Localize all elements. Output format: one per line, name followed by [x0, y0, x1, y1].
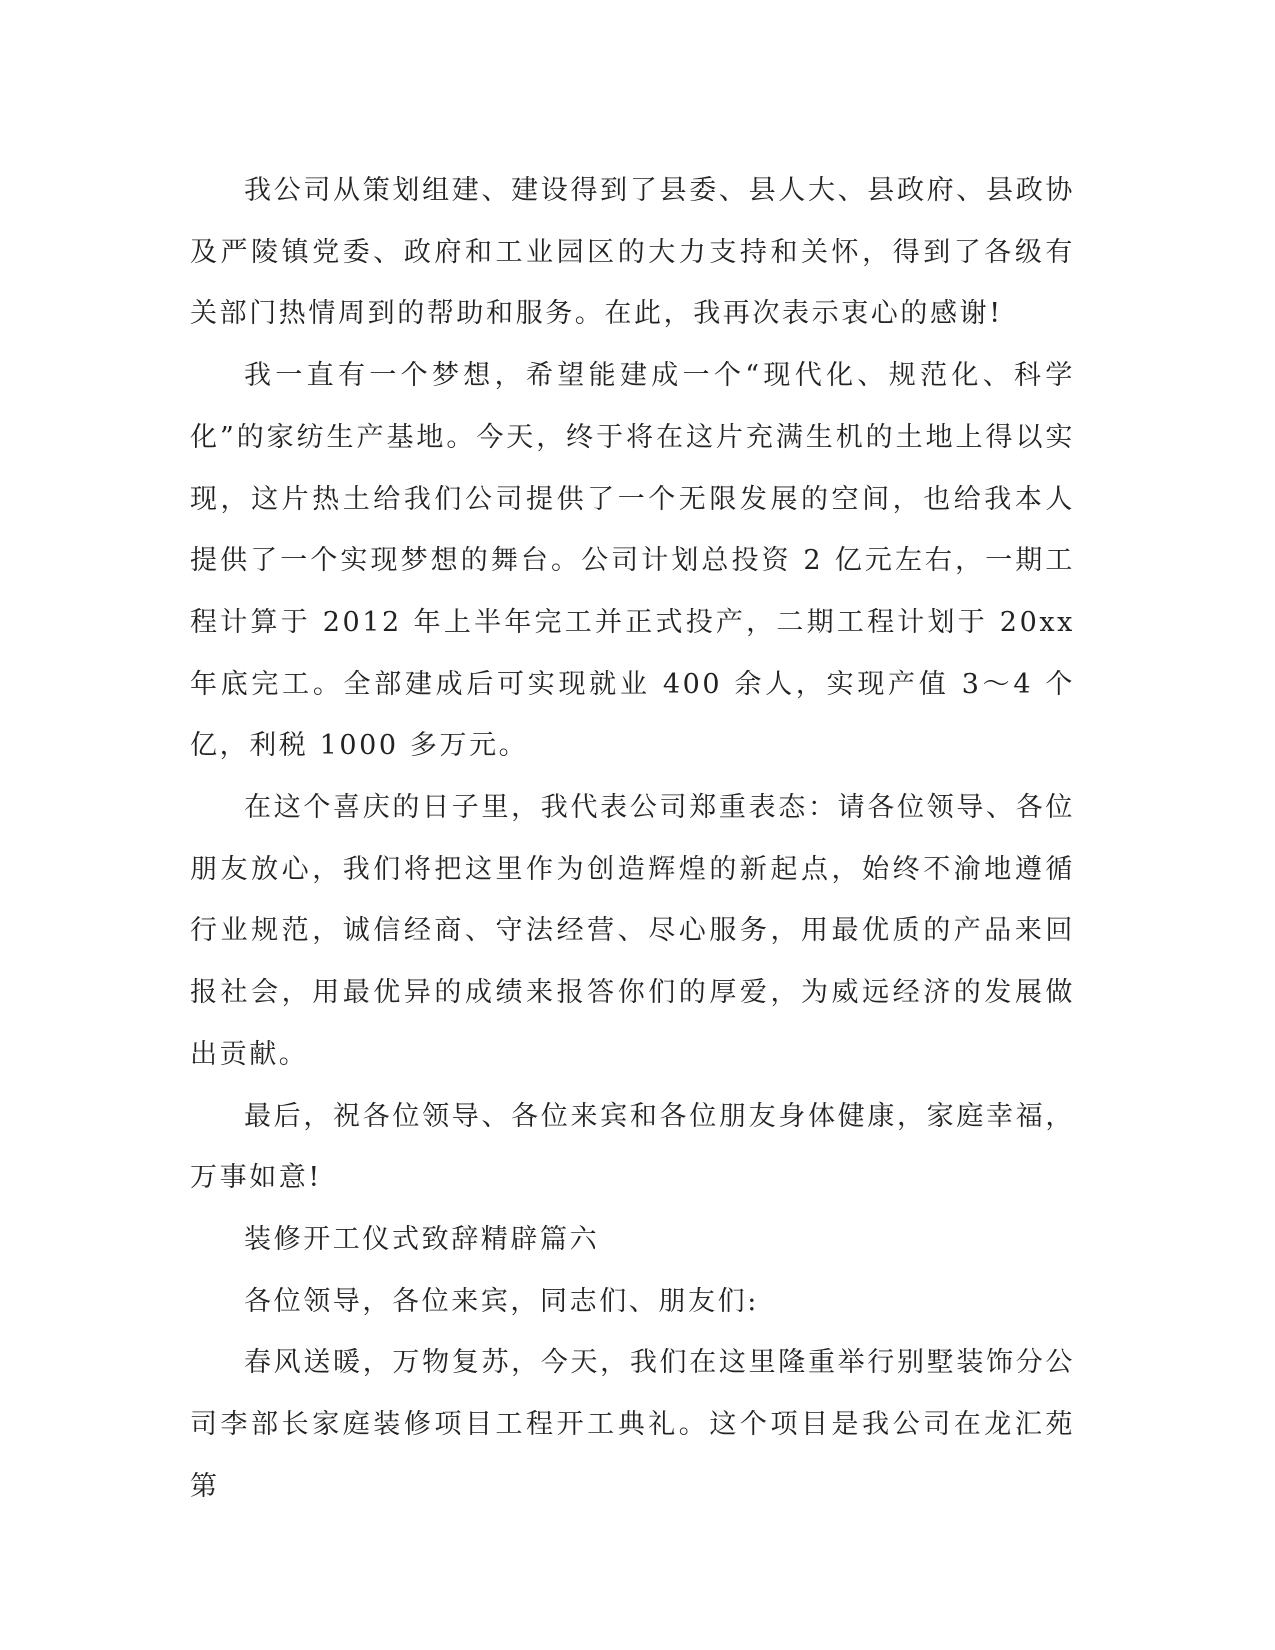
paragraph-thanks: 我公司从策划组建、建设得到了县委、县人大、县政府、县政协及严陵镇党委、政府和工业园区的大力支持和关怀，得到了各级有关部门热情周到的帮助和服务。在此，我再次表示衷心的感谢!: [190, 175, 1075, 330]
paragraph-opening: 春风送暖，万物复苏，今天，我们在这里隆重举行别墅装饰分公司李部长家庭装修项目工程开工典礼。这个项目是我公司在龙汇苑第: [190, 1347, 1075, 1502]
paragraph-pledge: 在这个喜庆的日子里，我代表公司郑重表态：请各位领导、各位朋友放心，我们将把这里作为创造辉煌的新起点，始终不渝地遵循行业规范，诚信经商、守法经营、尽心服务，用最优质的产品来回报社会，用最优异的成绩来报答你们的厚爱，为威远经济的发展做出贡献。: [190, 792, 1075, 1070]
paragraph-salutation: 各位领导，各位来宾，同志们、朋友们:: [244, 1285, 759, 1317]
section-heading: 装修开工仪式致辞精辟篇六: [244, 1223, 600, 1255]
paragraph-wishes: 最后，祝各位领导、各位来宾和各位朋友身体健康，家庭幸福，万事如意!: [190, 1100, 1075, 1194]
body-text: [190, 160, 1075, 1517]
paragraph-dream: 我一直有一个梦想，希望能建成一个“现代化、规范化、科学化”的家纺生产基地。今天，终于将在这片充满生机的土地上得以实现，这片热土给我们公司提供了一个无限发展的空间，也给我本人提供了一个实现梦想的舞台。公司计划总投资 2 亿元左右，一期工程计算于 2012 年上半年完工并正式投产，二期工程计划于 20xx 年底完工。全部建成后可实现就业 400 余人，实现产值 3～4 个亿，利税 1000 多万元。: [190, 360, 1075, 762]
